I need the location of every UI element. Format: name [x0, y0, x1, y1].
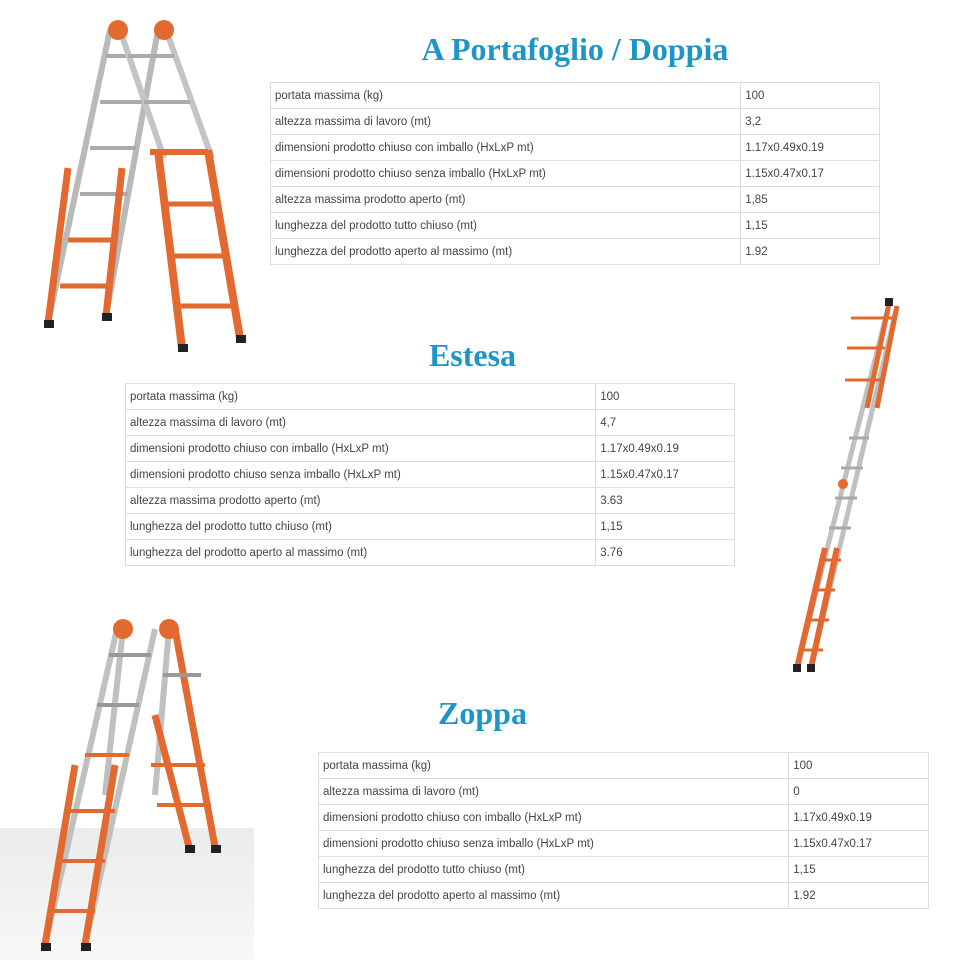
table-row [319, 805, 929, 831]
table-row [271, 161, 880, 187]
table-row [319, 857, 929, 883]
row-label: altezza massima di lavoro (mt) [126, 410, 596, 436]
ladder-doppia-image [40, 18, 255, 358]
section-title-zoppa: Zoppa [438, 695, 527, 731]
table-row [319, 753, 929, 779]
table-row [126, 462, 735, 488]
row-label: altezza massima di lavoro (mt) [271, 109, 741, 135]
row-label: portata massima (kg) [271, 83, 741, 109]
row-label: lunghezza del prodotto aperto al massimo (mt) [126, 540, 596, 566]
row-label: lunghezza del prodotto tutto chiuso (mt) [271, 213, 741, 239]
row-label: dimensioni prodotto chiuso senza imballo (HxLxP mt) [271, 161, 741, 187]
spec-table-estesa [125, 383, 735, 566]
section-title-doppia: A Portafoglio / Doppia [421, 31, 729, 67]
row-value: 1.15x0.47x0.17 [789, 831, 929, 857]
spec-table-doppia [270, 82, 880, 265]
row-value: 100 [789, 753, 929, 779]
table-row [126, 514, 735, 540]
section-title-estesa: Estesa [428, 337, 517, 373]
row-value: 1,15 [596, 514, 735, 540]
table-row [319, 883, 929, 909]
row-label: altezza massima di lavoro (mt) [319, 779, 789, 805]
row-value: 1.15x0.47x0.17 [741, 161, 880, 187]
table-row [271, 187, 880, 213]
table-row [271, 239, 880, 265]
table-row [126, 540, 735, 566]
table-row [126, 410, 735, 436]
row-label: altezza massima prodotto aperto (mt) [271, 187, 741, 213]
row-label: altezza massima prodotto aperto (mt) [126, 488, 596, 514]
row-value: 100 [741, 83, 880, 109]
table-row [126, 436, 735, 462]
row-value: 4,7 [596, 410, 735, 436]
row-label: dimensioni prodotto chiuso con imballo (HxLxP mt) [271, 135, 741, 161]
row-label: portata massima (kg) [319, 753, 789, 779]
table-row [271, 213, 880, 239]
table-row [271, 83, 880, 109]
row-value: 1.17x0.49x0.19 [596, 436, 735, 462]
row-label: dimensioni prodotto chiuso senza imballo (HxLxP mt) [126, 462, 596, 488]
row-value: 0 [789, 779, 929, 805]
row-label: lunghezza del prodotto tutto chiuso (mt) [319, 857, 789, 883]
row-value: 1.17x0.49x0.19 [789, 805, 929, 831]
row-label: lunghezza del prodotto tutto chiuso (mt) [126, 514, 596, 540]
row-label: dimensioni prodotto chiuso senza imballo (HxLxP mt) [319, 831, 789, 857]
table-row [319, 779, 929, 805]
row-value: 1,15 [789, 857, 929, 883]
row-value: 3.63 [596, 488, 735, 514]
row-value: 1,85 [741, 187, 880, 213]
row-value: 1.15x0.47x0.17 [596, 462, 735, 488]
row-value: 1.92 [789, 883, 929, 909]
row-value: 3,2 [741, 109, 880, 135]
table-row [319, 831, 929, 857]
row-label: portata massima (kg) [126, 384, 596, 410]
row-value: 1,15 [741, 213, 880, 239]
table-row [271, 109, 880, 135]
table-row [271, 135, 880, 161]
table-row [126, 384, 735, 410]
row-value: 100 [596, 384, 735, 410]
ladder-zoppa-image [5, 615, 235, 960]
row-value: 1.17x0.49x0.19 [741, 135, 880, 161]
row-value: 1.92 [741, 239, 880, 265]
row-label: lunghezza del prodotto aperto al massimo (mt) [319, 883, 789, 909]
row-label: lunghezza del prodotto aperto al massimo (mt) [271, 239, 741, 265]
row-value: 3.76 [596, 540, 735, 566]
row-label: dimensioni prodotto chiuso con imballo (HxLxP mt) [126, 436, 596, 462]
table-row [126, 488, 735, 514]
row-label: dimensioni prodotto chiuso con imballo (HxLxP mt) [319, 805, 789, 831]
spec-table-zoppa [318, 752, 929, 909]
